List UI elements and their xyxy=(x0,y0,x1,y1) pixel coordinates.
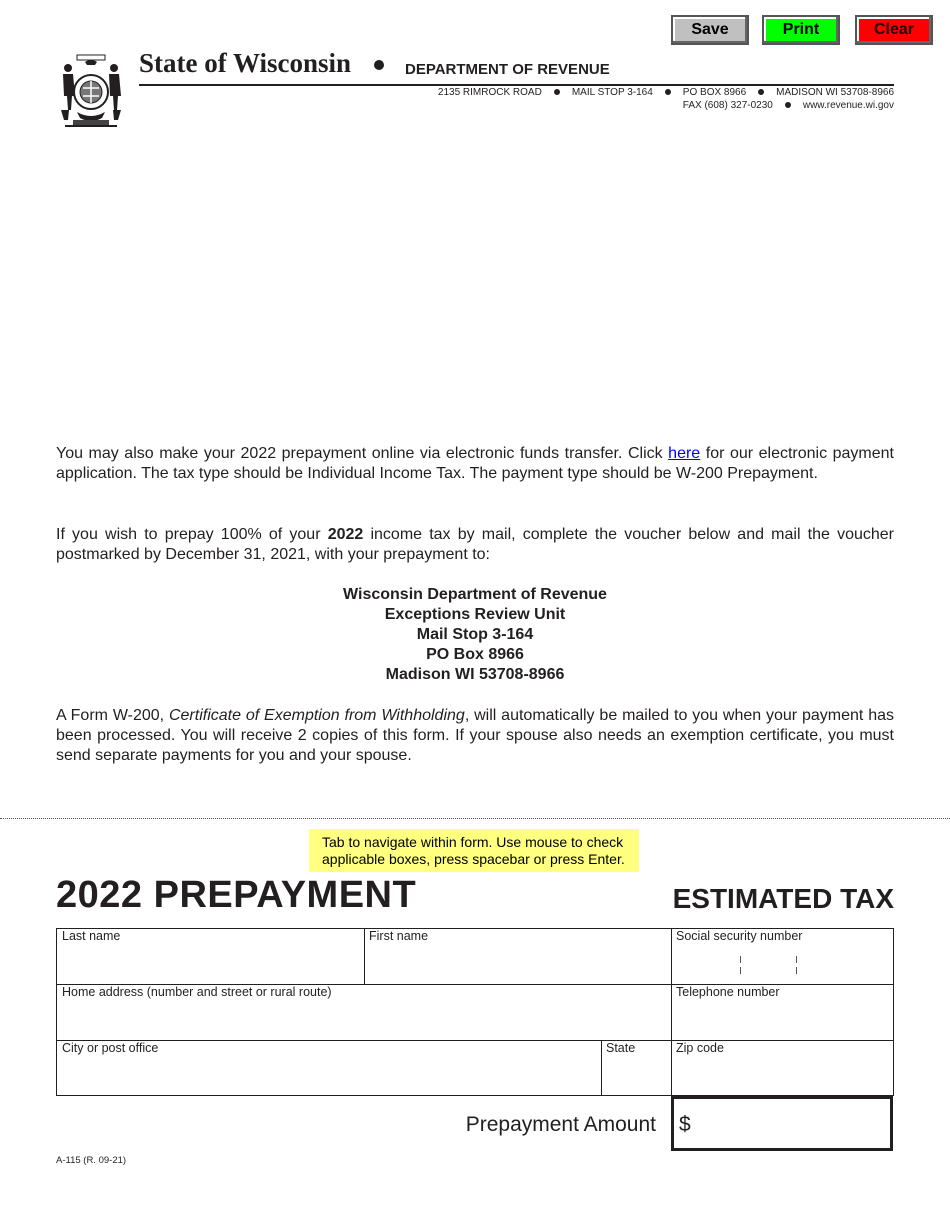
navigation-tip: Tab to navigate within form. Use mouse to check applicable boxes, press spacebar or press Enter. xyxy=(309,829,639,872)
telephone-input[interactable] xyxy=(675,1006,890,1036)
state-input[interactable] xyxy=(605,1062,668,1092)
form-subtitle: ESTIMATED TAX xyxy=(672,883,894,914)
department-name: DEPARTMENT OF REVENUE xyxy=(405,61,610,78)
mail-line: Exceptions Review Unit xyxy=(384,606,566,623)
ssn-label: Social security number xyxy=(676,929,803,943)
prepayment-amount-label: Prepayment Amount xyxy=(465,1113,656,1136)
payment-app-link[interactable]: here xyxy=(668,445,701,462)
save-button[interactable]: Save xyxy=(671,15,749,45)
zip-input[interactable] xyxy=(675,1062,890,1092)
first-name-label: First name xyxy=(369,929,429,943)
state-label: State xyxy=(606,1041,636,1055)
street-address: 2135 RIMROCK ROAD xyxy=(437,87,542,98)
clear-button[interactable]: Clear xyxy=(855,15,933,45)
cut-line xyxy=(0,818,950,819)
ssn-input[interactable] xyxy=(690,950,885,980)
home-address-label: Home address (number and street or rural route) xyxy=(62,985,332,999)
mailing-address xyxy=(0,585,950,685)
first-name-input[interactable] xyxy=(368,950,668,980)
form-title: 2022 PREPAYMENT xyxy=(56,874,417,916)
mail-instructions-paragraph: If you wish to prepay 100% of your 2022 income tax by mail, complete the voucher below and mail the voucher postmarked by December 31, 2021, with your prepayment to: xyxy=(56,526,894,563)
header-rule xyxy=(139,84,894,86)
header-bullet xyxy=(374,60,384,70)
dollar-sign: $ xyxy=(679,1113,691,1136)
fax-number: FAX (608) 327-0230 xyxy=(682,100,773,111)
zip-label: Zip code xyxy=(676,1041,724,1055)
mail-line: Wisconsin Department of Revenue xyxy=(343,586,607,603)
home-address-input[interactable] xyxy=(60,1006,668,1036)
last-name-input[interactable] xyxy=(60,950,360,980)
city-input[interactable] xyxy=(60,1062,598,1092)
website: www.revenue.wi.gov xyxy=(802,100,894,111)
state-title: State of Wisconsin xyxy=(139,48,352,78)
city-zip: MADISON WI 53708-8966 xyxy=(776,87,894,98)
w200-paragraph: A Form W-200, Certificate of Exemption from Withholding, will automatically be mailed to you when your payment has been processed. You will receive 2 copies of this form. If your spouse also needs an exemption certificate, you must send separate payments for you and your spouse. xyxy=(56,707,895,764)
address-line xyxy=(438,87,894,98)
contact-line xyxy=(683,100,894,111)
mail-line: Mail Stop 3-164 xyxy=(416,626,534,643)
online-payment-paragraph: You may also make your 2022 prepayment online via electronic funds transfer. Click here for our electronic payment application. The tax type should be Individual Income Tax. The payment type should be W-200 Prepayment. xyxy=(56,445,894,482)
state-seal-icon xyxy=(55,54,127,130)
form-number: A-115 (R. 09-21) xyxy=(56,1155,127,1166)
prepayment-amount-input[interactable] xyxy=(700,1104,885,1144)
mail-line: Madison WI 53708-8966 xyxy=(385,666,565,683)
po-box: PO BOX 8966 xyxy=(682,87,747,98)
mail-stop: MAIL STOP 3-164 xyxy=(571,87,653,98)
telephone-label: Telephone number xyxy=(676,985,780,999)
city-label: City or post office xyxy=(62,1041,159,1055)
last-name-label: Last name xyxy=(62,929,121,943)
print-button[interactable]: Print xyxy=(762,15,840,45)
mail-line: PO Box 8966 xyxy=(426,646,524,663)
